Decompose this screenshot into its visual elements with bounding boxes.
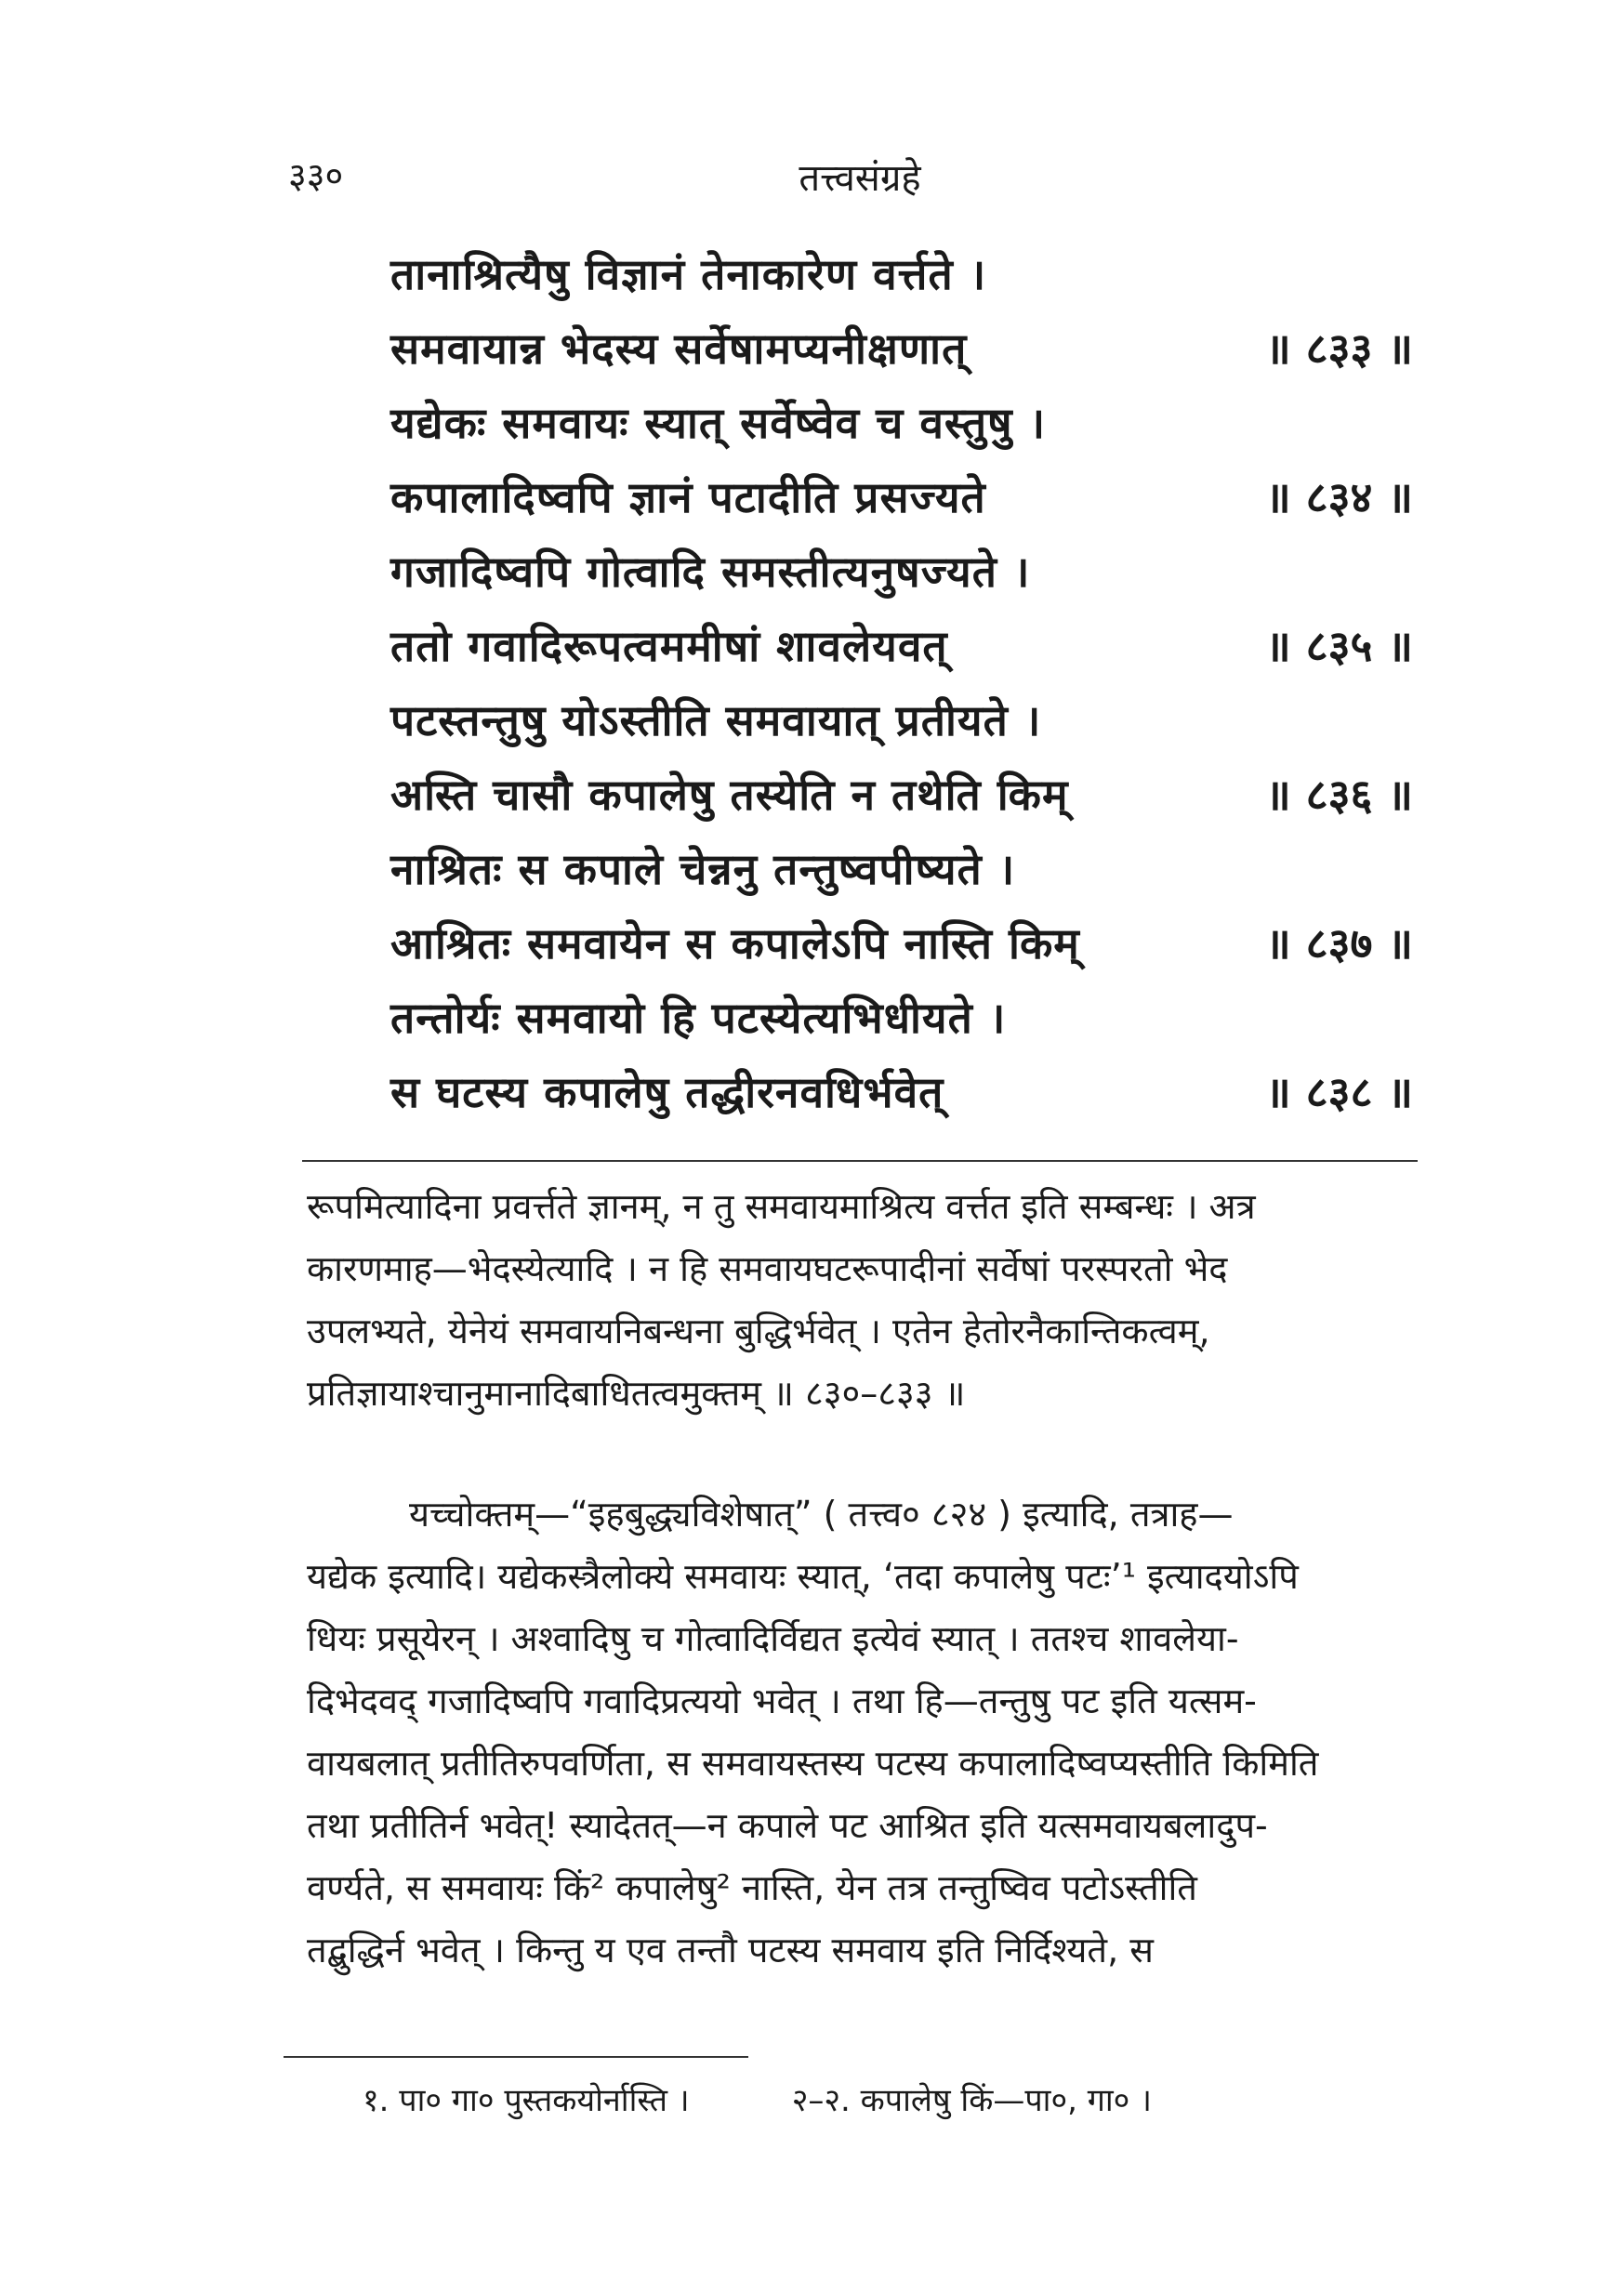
verse-text: स घटस्य कपालेषु तद्धीरनवधिर्भवेत् [390, 1067, 944, 1117]
verse-number: ॥ ८३४ ॥ [1265, 472, 1413, 522]
verse-text: नाश्रितः स कपाले चेन्ननु तन्तुष्वपीष्यते । [390, 844, 1016, 894]
commentary-line: वायबलात् प्रतीतिरुपवर्णिता, स समवायस्तस्य पटस्य कपालादिष्वप्यस्तीति किमिति [307, 1743, 1319, 1784]
commentary-line: यद्येक इत्यादि। यद्येकस्त्रैलोक्ये समवायः स्यात्, ‘तदा कपालेषु पटः’¹ इत्यादयोऽपि [307, 1556, 1299, 1597]
running-title: तत्त्वसंग्रहे [799, 157, 921, 200]
verse-line [390, 1055, 1413, 1129]
page-number: ३३० [288, 155, 344, 196]
verse-line [390, 906, 1413, 981]
commentary-line: तद्बुद्धिर्न भवेत् । किन्तु य एव तन्तौ पटस्य समवाय इति निर्दिश्यते, स [307, 1930, 1154, 1970]
section-divider [302, 1160, 1418, 1162]
verse-line [390, 683, 1413, 758]
verse-line [390, 609, 1413, 683]
verse-line [390, 758, 1413, 832]
commentary-line: प्रतिज्ञायाश्चानुमानादिबाधितत्वमुक्तम् ॥ ८३०–८३३ ॥ [307, 1373, 966, 1414]
verse-text: पटस्तन्तुषु योऽस्तीति समवायात् प्रतीयते । [390, 695, 1042, 745]
verse-line [390, 460, 1413, 534]
verse-number: ॥ ८३८ ॥ [1265, 1067, 1413, 1117]
verse-line [390, 534, 1413, 609]
verse-text: गजादिष्वपि गोत्वादि समस्तीत्यनुषज्यते । [390, 547, 1031, 597]
verse-text: तन्तोर्यः समवायो हि पटस्येत्यभिधीयते । [390, 993, 1007, 1043]
verse-line [390, 832, 1413, 906]
verse-number: ॥ ८३७ ॥ [1265, 918, 1413, 969]
verse-line [390, 981, 1413, 1055]
commentary-line: वर्ण्यते, स समवायः किं² कपालेषु² नास्ति, येन तत्र तन्तुष्विव पटोऽस्तीति [307, 1867, 1197, 1908]
page-header [279, 139, 1441, 204]
verse-text: समवायान्न भेदस्य सर्वेषामप्यनीक्षणात् [390, 323, 968, 374]
verse-line [390, 311, 1413, 386]
commentary-paragraph [307, 1176, 1450, 1425]
commentary-line: दिभेदवद् गजादिष्वपि गवादिप्रत्ययो भवेत् । तथा हि—तन्तुषु पट इति यत्सम- [307, 1680, 1257, 1721]
commentary-line: धियः प्रसूयेरन् । अश्वादिषु च गोत्वादिर्विद्यत इत्येवं स्यात् । ततश्च शावलेया- [307, 1618, 1239, 1659]
verse-number: ॥ ८३६ ॥ [1265, 770, 1413, 820]
footnote: २–२. कपालेषु किं—पा०, गा० । [791, 2082, 1153, 2119]
verse-text: अस्ति चासौ कपालेषु तस्येति न तथेति किम् [390, 770, 1069, 820]
commentary-line: तथा प्रतीतिर्न भवेत्! स्यादेतत्—न कपाले पट आश्रित इति यत्समवायबलादुप- [307, 1805, 1268, 1846]
commentary-line: यच्चोक्तम्—“इहबुद्ध्यविशेषात्” ( तत्त्व० ८२४ ) इत्यादि, तत्राह— [409, 1494, 1234, 1535]
verse-text: तानाश्रित्यैषु विज्ञानं तेनाकारेण वर्त्तते । [390, 249, 987, 299]
commentary-line: उपलभ्यते, येनेयं समवायनिबन्धना बुद्धिर्भवेत् । एतेन हेतोरनैकान्तिकत्वम्, [307, 1311, 1210, 1351]
commentary [307, 1176, 1450, 1982]
footnote-divider [284, 2056, 748, 2058]
verse-line [390, 386, 1413, 460]
verse-number: ॥ ८३३ ॥ [1265, 323, 1413, 374]
footnotes [363, 2077, 1385, 2120]
verse-line [390, 237, 1413, 311]
verse-block [390, 237, 1413, 1129]
verse-text: कपालादिष्वपि ज्ञानं पटादीति प्रसज्यते [390, 472, 986, 522]
footnote: १. पा० गा० पुस्तकयोर्नास्ति । [363, 2082, 690, 2119]
commentary-paragraph [307, 1483, 1450, 1982]
verse-text: आश्रितः समवायेन स कपालेऽपि नास्ति किम् [390, 918, 1080, 969]
commentary-line: कारणमाह—भेदस्येत्यादि । न हि समवायघटरूपादीनां सर्वेषां परस्परतो भेद [307, 1248, 1228, 1289]
verse-text: ततो गवादिरूपत्वममीषां शावलेयवत् [390, 621, 948, 671]
verse-text: यद्येकः समवायः स्यात् सर्वेष्वेव च वस्तुषु । [390, 398, 1047, 448]
verse-number: ॥ ८३५ ॥ [1265, 621, 1413, 671]
commentary-line: रूपमित्यादिना प्रवर्त्तते ज्ञानम्, न तु समवायमाश्रित्य वर्त्तत इति सम्बन्धः । अत्र [307, 1186, 1256, 1227]
